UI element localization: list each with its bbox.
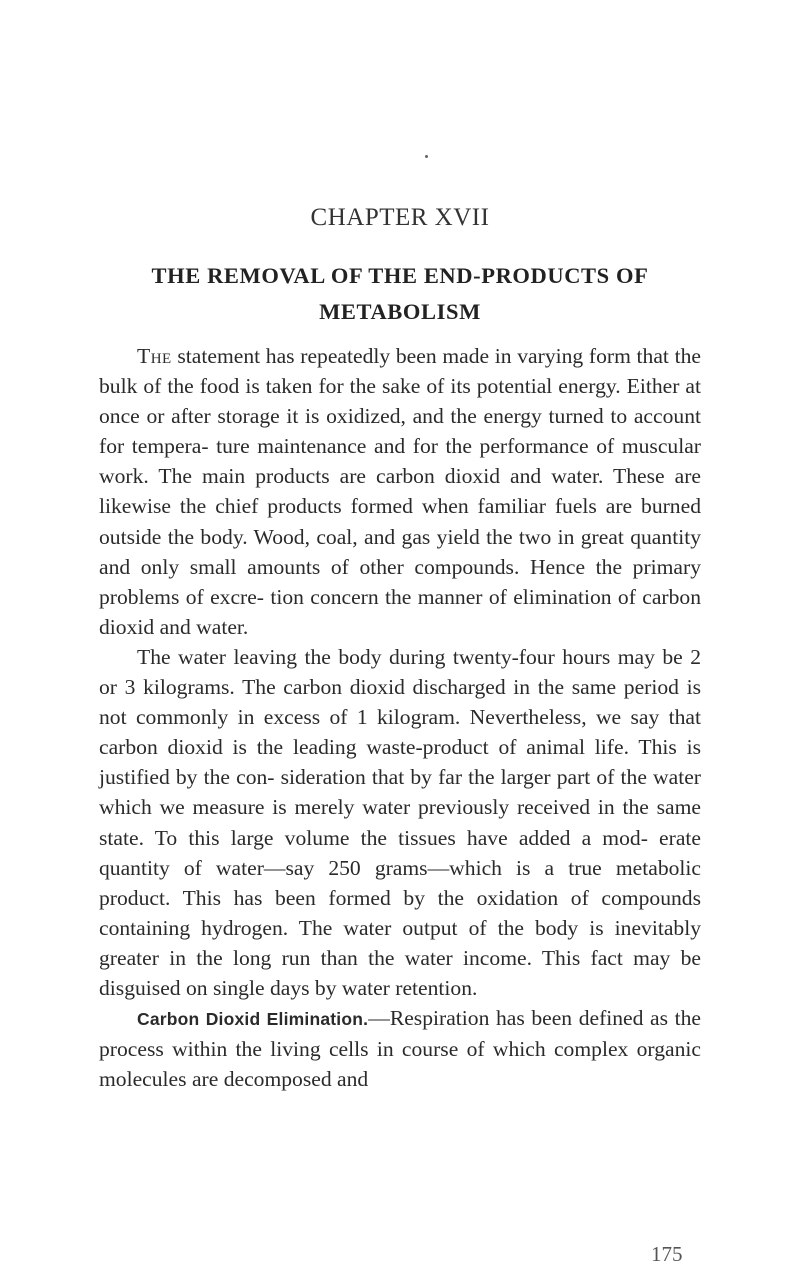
paragraph-3 [99, 1003, 701, 1094]
paragraph-3-text: —Respiration has been defined as the process within the living cells in course of which complex organic molecules are decomposed and [99, 1006, 701, 1092]
chapter-label: CHAPTER XVII [310, 204, 490, 231]
section-heading: Carbon Dioxid Elimination. [137, 1009, 369, 1030]
chapter-title [100, 258, 700, 330]
paragraph-1-text: statement has repeatedly been made in varying form that the bulk of the food is taken for the sake of its potential energy. Either at once or after storage it is oxidized, and the energy turned to account for tempera- ture maintenance and for the performance of muscular work. The main products are carbon dioxid and water. These are likewise the chief products formed when familiar fuels are burned outside the body. Wood, coal, and gas yield the two in great quantity and only small amounts of other compounds. Hence the primary problems of excre- tion concern the manner of elimination of carbon dioxid and water. [99, 344, 701, 639]
paragraph-1-lead-word: The [137, 344, 172, 368]
paragraph-1 [99, 341, 701, 642]
chapter-title-line-1: THE REMOVAL OF THE END-PRODUCTS OF [151, 263, 649, 288]
page-number: 175 [651, 1242, 683, 1266]
print-speck [425, 155, 428, 158]
chapter-title-line-2: METABOLISM [319, 299, 481, 324]
paragraph-2 [99, 642, 701, 1003]
body-text [99, 341, 701, 1094]
paragraph-2-text: The water leaving the body during twenty-four hours may be 2 or 3 kilograms. The carbon dioxid discharged in the same period is not commonly in excess of 1 kilogram. Nevertheless, we say that carbon dioxid is the leading waste-product of animal life. This is justified by the con- sideration that by far the larger part of the water which we measure is merely water previously received in the same state. To this large volume the tissues have added a mod- erate quantity of water—say 250 grams—which is a true metabolic product. This has been formed by the oxidation of compounds containing hydrogen. The water output of the body is inevitably greater in the long run than the water income. This fact may be disguised on single days by water retention. [99, 644, 701, 1000]
